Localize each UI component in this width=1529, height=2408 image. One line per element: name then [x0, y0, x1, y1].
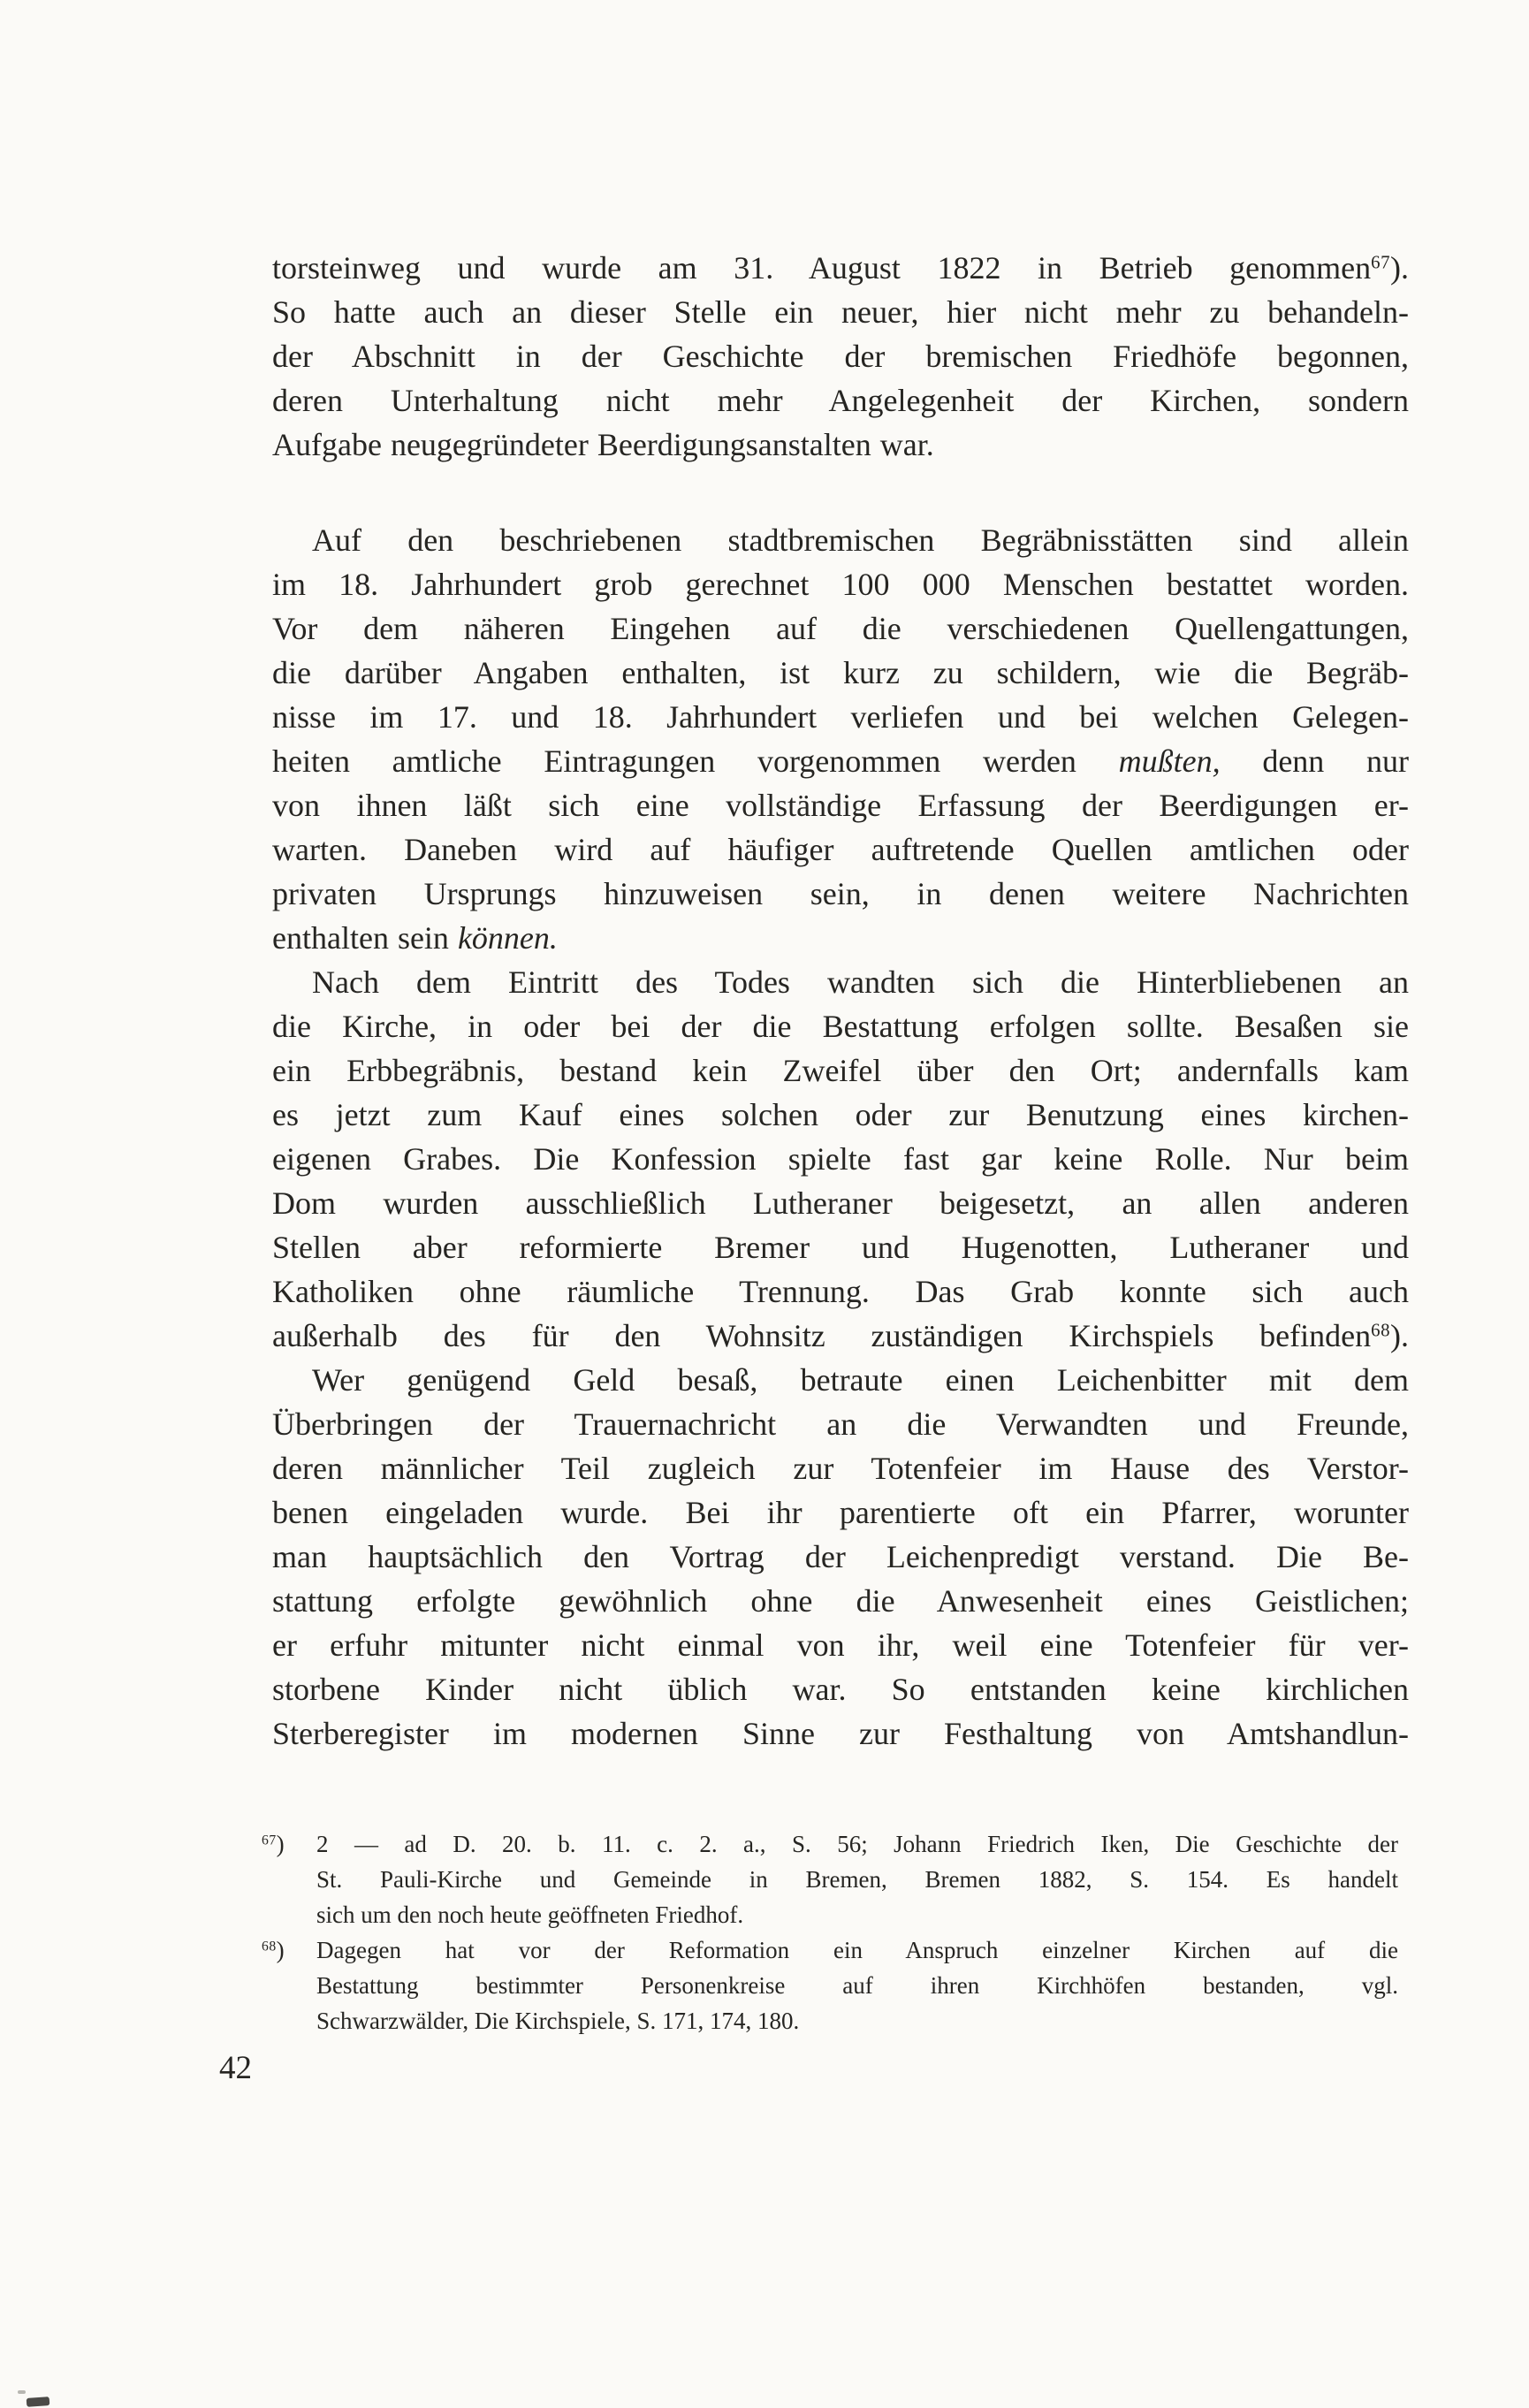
paragraph: [272, 518, 1409, 960]
footnote-number: 68: [262, 1939, 277, 1955]
text-line: [316, 2003, 1398, 2038]
footnote: [262, 1826, 1398, 1932]
text-line: [316, 1968, 1398, 2003]
text-line: [272, 1402, 1409, 1446]
text-line: [272, 1579, 1409, 1623]
scan-smudge-artifact: [27, 2397, 50, 2407]
text-line: [272, 562, 1409, 606]
italic-text: können.: [457, 920, 558, 956]
text-segment: torsteinweg und wurde am 31. August 1822 in Betrieb genommen: [272, 250, 1372, 286]
text-line: [272, 1623, 1409, 1667]
text-segment: stattung erfolgte gewöhnlich ohne die Anwesenheit eines Geistlichen;: [272, 1583, 1409, 1619]
text-segment: die Kirche, in oder bei der die Bestattung erfolgen sollte. Besaßen sie: [272, 1009, 1409, 1044]
italic-text: mußten,: [1118, 743, 1221, 779]
text-segment: privaten Ursprungs hinzuweisen sein, in denen weitere Nachrichten: [272, 876, 1409, 911]
text-segment: deren männlicher Teil zugleich zur Totenfeier im Hause des Verstor-: [272, 1451, 1409, 1486]
text-segment: Bestattung bestimmter Personenkreise auf ihren Kirchhöfen bestanden, vgl.: [316, 1972, 1398, 1999]
text-line: [272, 651, 1409, 695]
text-segment: enthalten sein: [272, 920, 458, 956]
footnote: [262, 1932, 1398, 2038]
paragraph: [272, 960, 1409, 1358]
text-segment: im 18. Jahrhundert grob gerechnet 100 000 Menschen bestattet worden.: [272, 567, 1409, 602]
text-segment: St. Pauli-Kirche und Gemeinde in Bremen, Bremen 1882, S. 154. Es handelt: [316, 1866, 1398, 1893]
text-segment: So hatte auch an dieser Stelle ein neuer, hier nicht mehr zu behandeln-: [272, 294, 1409, 330]
text-segment: Nach dem Eintritt des Todes wandten sich die Hinterbliebenen an: [312, 964, 1409, 1000]
text-segment: es jetzt zum Kauf eines solchen oder zur Benutzung eines kirchen-: [272, 1097, 1409, 1132]
text-segment: heiten amtliche Eintragungen vorgenommen werden: [272, 743, 1119, 779]
footnote-ref: 67: [1371, 251, 1390, 273]
text-line: [316, 1826, 1398, 1862]
text-line: [316, 1897, 1398, 1932]
text-line: [272, 518, 1409, 562]
text-segment: Wer genügend Geld besaß, betraute einen Leichenbitter mit dem: [312, 1362, 1409, 1398]
text-segment: die darüber Angaben enthalten, ist kurz zu schildern, wie die Begräb-: [272, 655, 1409, 690]
footnote-marker: $^{67}$): [262, 1831, 285, 1857]
text-segment: ).: [1390, 250, 1409, 286]
text-segment: Sterberegister im modernen Sinne zur Festhaltung von Amtshandlun-: [272, 1716, 1409, 1751]
text-segment: ein Erbbegräbnis, bestand kein Zweifel über den Ort; andernfalls kam: [272, 1053, 1409, 1088]
text-segment: von ihnen läßt sich eine vollständige Erfassung der Beerdigungen er-: [272, 788, 1409, 823]
text-segment: Schwarzwälder, Die Kirchspiele, S. 171, 174, 180.: [316, 2008, 800, 2034]
text-segment: Vor dem näheren Eingehen auf die verschiedenen Quellengattungen,: [272, 611, 1409, 646]
text-line: [272, 1490, 1409, 1535]
text-segment: 2 — ad D. 20. b. 11. c. 2. a., S. 56; Johann Friedrich Iken, Die Geschichte der: [316, 1831, 1398, 1857]
text-segment: warten. Daneben wird auf häufiger auftretende Quellen amtlichen oder: [272, 832, 1409, 867]
text-line: [316, 1862, 1398, 1897]
text-line: [272, 739, 1409, 783]
text-segment: man hauptsächlich den Vortrag der Leichenpredigt verstand. Die Be-: [272, 1539, 1409, 1574]
text-line: [272, 1535, 1409, 1579]
text-segment: eigenen Grabes. Die Konfession spielte fast gar keine Rolle. Nur beim: [272, 1141, 1409, 1177]
text-line: [272, 378, 1409, 423]
text-line: [316, 1932, 1398, 1968]
footnote-marker: $^{68}$): [262, 1937, 285, 1963]
paragraph: [272, 1358, 1409, 1756]
paragraph: [272, 246, 1409, 467]
text-segment: storbene Kinder nicht üblich war. So entstanden keine kirchlichen: [272, 1672, 1409, 1707]
text-segment: Katholiken ohne räumliche Trennung. Das Grab konnte sich auch: [272, 1274, 1409, 1309]
text-line: [272, 783, 1409, 827]
text-segment: benen eingeladen wurde. Bei ihr parentierte oft ein Pfarrer, worunter: [272, 1495, 1409, 1530]
text-line: [272, 1137, 1409, 1181]
text-segment: Stellen aber reformierte Bremer und Hugenotten, Lutheraner und: [272, 1230, 1409, 1265]
text-line: [272, 695, 1409, 739]
text-segment: Auf den beschriebenen stadtbremischen Begräbnisstätten sind allein: [312, 522, 1409, 558]
text-line: [272, 1314, 1409, 1358]
footnotes-section: [262, 1826, 1398, 2038]
text-line: [272, 872, 1409, 916]
text-segment: Dagegen hat vor der Reformation ein Anspruch einzelner Kirchen auf die: [316, 1937, 1398, 1963]
text-line: [272, 1667, 1409, 1711]
text-line: [272, 423, 1409, 467]
text-line: [272, 827, 1409, 872]
text-segment: außerhalb des für den Wohnsitz zuständigen Kirchspiels befinden: [272, 1318, 1372, 1353]
text-segment: ).: [1390, 1318, 1409, 1353]
scan-speck-artifact: [18, 2390, 26, 2394]
body-text: [272, 246, 1409, 1756]
text-segment: Überbringen der Trauernachricht an die Verwandten und Freunde,: [272, 1406, 1409, 1442]
text-segment: denn nur: [1220, 743, 1409, 779]
text-segment: der Abschnitt in der Geschichte der bremischen Friedhöfe begonnen,: [272, 339, 1409, 374]
text-line: [272, 606, 1409, 651]
text-segment: sich um den noch heute geöffneten Friedhof.: [316, 1901, 744, 1928]
text-segment: Aufgabe neugegründeter Beerdigungsanstalten war.: [272, 427, 934, 462]
text-segment: nisse im 17. und 18. Jahrhundert verliefen und bei welchen Gelegen-: [272, 699, 1409, 735]
text-segment: deren Unterhaltung nicht mehr Angelegenheit der Kirchen, sondern: [272, 383, 1409, 418]
text-line: [272, 1446, 1409, 1490]
text-line: [272, 1093, 1409, 1137]
text-line: [272, 1181, 1409, 1225]
text-line: [272, 246, 1409, 290]
text-line: [272, 1004, 1409, 1048]
text-segment: Dom wurden ausschließlich Lutheraner beigesetzt, an allen anderen: [272, 1185, 1409, 1221]
footnote-number: 67: [262, 1833, 277, 1848]
text-line: [272, 1269, 1409, 1314]
text-line: [272, 1711, 1409, 1756]
footnote-ref: 68: [1371, 1319, 1390, 1341]
text-line: [272, 1225, 1409, 1269]
text-line: [272, 1048, 1409, 1093]
text-segment: er erfuhr mitunter nicht einmal von ihr, weil eine Totenfeier für ver-: [272, 1627, 1409, 1663]
text-line: [272, 290, 1409, 334]
text-line: [272, 960, 1409, 1004]
page-number: 42: [219, 2050, 252, 2086]
text-line: [272, 334, 1409, 378]
text-line: [272, 916, 1409, 960]
text-line: [272, 1358, 1409, 1402]
